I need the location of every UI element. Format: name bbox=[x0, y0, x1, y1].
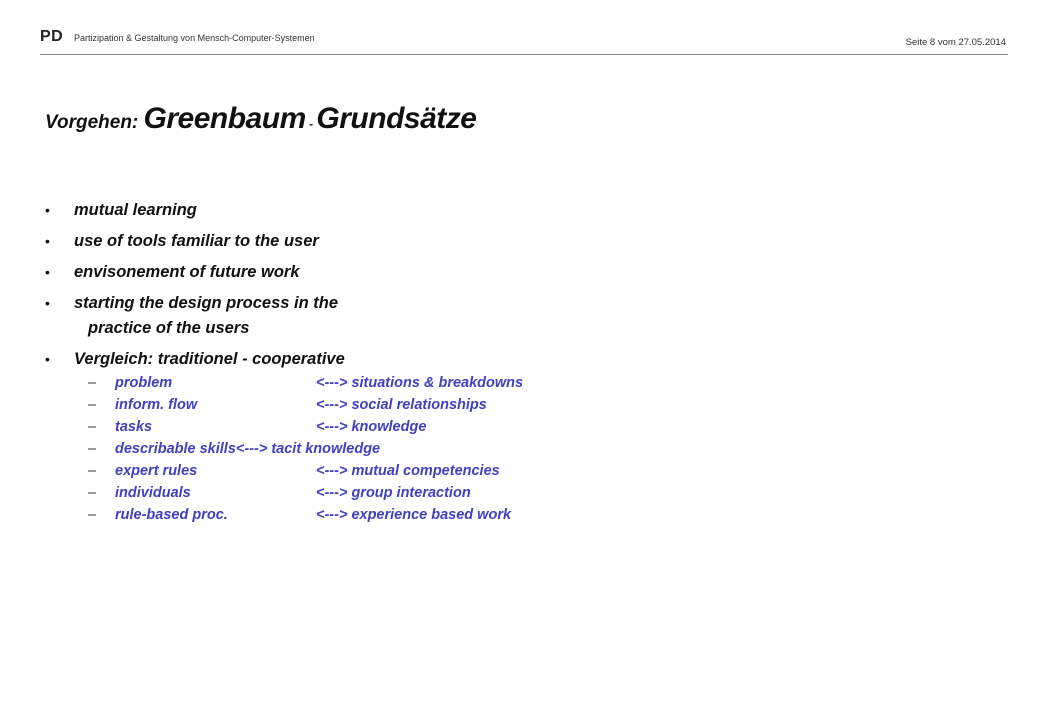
course-subtitle: Partizipation & Gestaltung von Mensch-Computer-Systemen bbox=[74, 33, 315, 43]
slide-header bbox=[40, 28, 1008, 54]
dash-marker: – bbox=[88, 375, 97, 391]
bullet-item: • mutual learning bbox=[45, 200, 745, 220]
title-main: Greenbaum bbox=[143, 102, 306, 135]
comparison-traditional: tasks bbox=[115, 419, 153, 435]
comparison-row bbox=[45, 394, 745, 416]
comparison-cooperative: <---> experience based work bbox=[316, 507, 512, 523]
bullet-list bbox=[45, 200, 745, 526]
comparison-row bbox=[45, 504, 745, 526]
comparison-cooperative: <---> group interaction bbox=[316, 485, 471, 501]
comparison-traditional: individuals bbox=[115, 485, 191, 501]
dash-marker: – bbox=[88, 441, 97, 457]
comparison-row bbox=[45, 416, 745, 438]
comparison-traditional: problem bbox=[115, 375, 173, 391]
comparison-traditional: expert rules bbox=[115, 463, 198, 479]
comparison-cooperative: <---> mutual competencies bbox=[316, 463, 500, 479]
comparison-cooperative: <---> social relationships bbox=[316, 397, 487, 413]
title-prefix: Vorgehen: bbox=[45, 112, 144, 133]
comparison-row bbox=[45, 372, 745, 394]
dash-marker: – bbox=[88, 419, 97, 435]
header-divider bbox=[40, 54, 1008, 55]
title-dash: - bbox=[305, 117, 317, 131]
bullet-item: • envisonement of future work bbox=[45, 262, 745, 282]
dash-marker: – bbox=[88, 463, 97, 479]
bullet-item-multiline bbox=[45, 293, 745, 338]
title-topic: Grundsätze bbox=[316, 102, 477, 135]
brand-logo-text: PD bbox=[40, 28, 64, 45]
comparison-row bbox=[45, 482, 745, 504]
dash-marker: – bbox=[88, 485, 97, 501]
slide-title bbox=[45, 102, 476, 136]
bullet-line-1: starting the design process in the bbox=[74, 294, 339, 312]
comparison-traditional: rule-based proc. bbox=[115, 507, 228, 523]
bullet-item: • use of tools familiar to the user bbox=[45, 231, 745, 251]
page-info: Seite 8 vom 27.05.2014 bbox=[905, 37, 1006, 48]
comparison-cooperative: <---> knowledge bbox=[316, 419, 427, 435]
comparison-row bbox=[45, 438, 745, 460]
dash-marker: – bbox=[88, 397, 97, 413]
dash-marker: – bbox=[88, 507, 97, 523]
comparison-traditional: inform. flow bbox=[115, 397, 198, 413]
comparison-traditional: describable skills<---> tacit knowledge bbox=[115, 441, 381, 457]
bullet-line-2: practice of the users bbox=[88, 319, 250, 337]
comparison-heading: • Vergleich: traditionel - cooperative bbox=[45, 349, 745, 369]
comparison-cooperative: <---> situations & breakdowns bbox=[316, 375, 524, 391]
comparison-row bbox=[45, 460, 745, 482]
comparison-list bbox=[45, 372, 745, 526]
